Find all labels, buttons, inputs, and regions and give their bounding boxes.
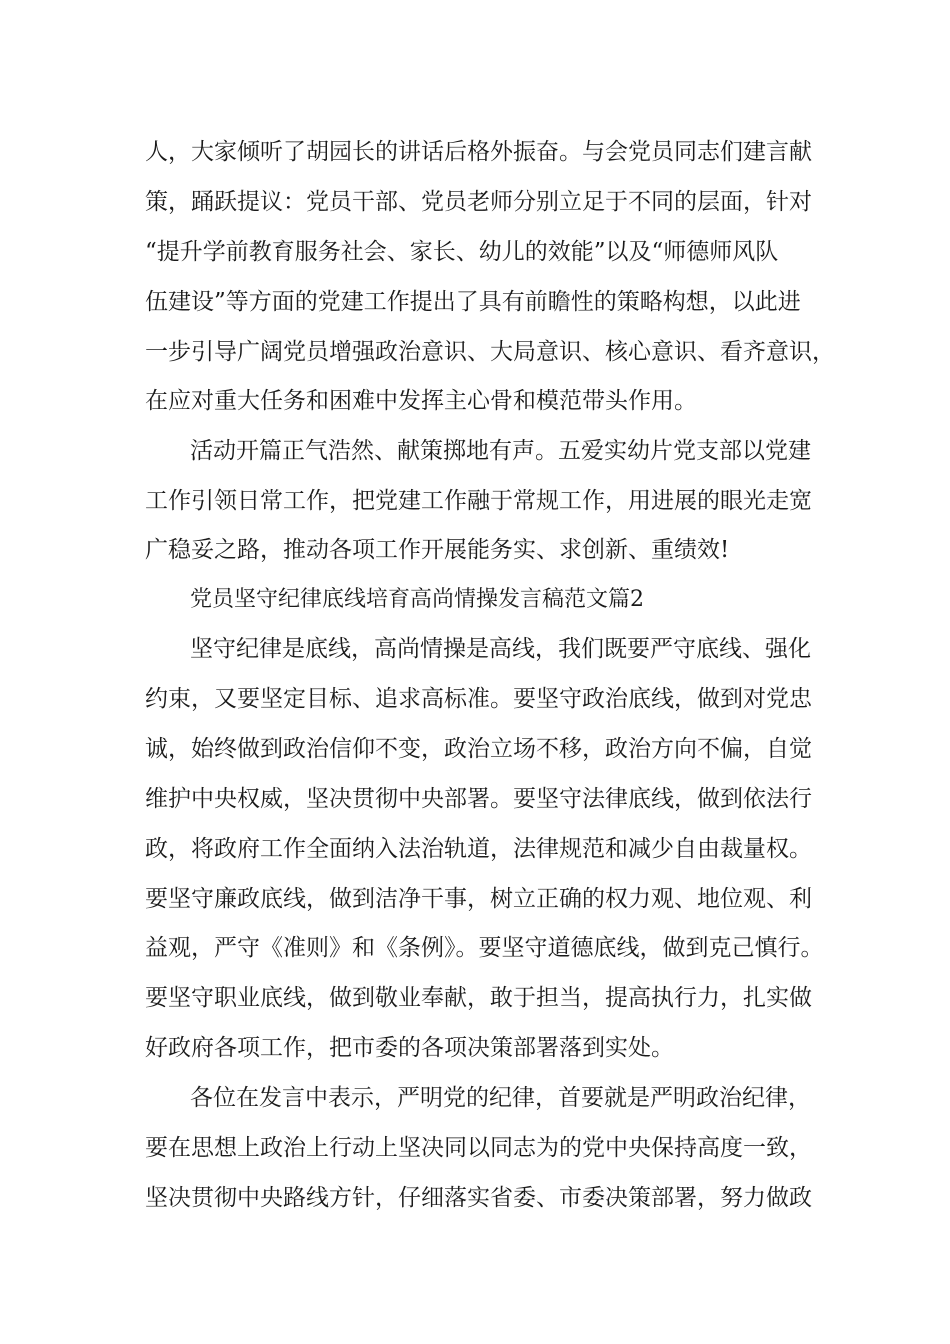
paragraph-3-line-3: 诚，始终做到政治信仰不变，政治立场不移，政治方向不偏，自觉 — [145, 736, 812, 762]
section-heading: 党员坚守纪律底线培育高尚情操发言稿范文篇2 — [190, 587, 644, 612]
paragraph-4-line-2: 要在思想上政治上行动上坚决同以同志为的党中央保持高度一致， — [145, 1135, 812, 1161]
paragraph-1-line-5: 一步引导广阔党员增强政治意识、大局意识、核心意识、看齐意识， — [145, 339, 835, 365]
paragraph-3-line-4: 维护中央权威，坚决贯彻中央部署。要坚守法律底线，做到依法行 — [145, 786, 812, 812]
paragraph-1-line-1: 人，大家倾听了胡园长的讲话后格外振奋。与会党员同志们建言献 — [145, 139, 812, 165]
paragraph-4-line-3: 坚决贯彻中央路线方针，仔细落实省委、市委决策部署，努力做政 — [145, 1185, 812, 1211]
paragraph-3-line-1: 坚守纪律是底线，高尚情操是高线，我们既要严守底线、强化 — [190, 636, 811, 662]
paragraph-2-line-3: 广稳妥之路，推动各项工作开展能务实、求创新、重绩效! — [145, 537, 730, 563]
paragraph-3-line-2: 约束，又要坚定目标、追求高标准。要坚守政治底线，做到对党忠 — [145, 686, 812, 712]
paragraph-1-line-3: “提升学前教育服务社会、家长、幼儿的效能”以及“师德师风队 — [145, 239, 779, 265]
paragraph-1-line-2: 策，踊跃提议：党员干部、党员老师分别立足于不同的层面，针对 — [145, 189, 812, 215]
paragraph-1-line-4: 伍建设”等方面的党建工作提出了具有前瞻性的策略构想，以此进 — [145, 289, 801, 315]
paragraph-2-line-1: 活动开篇正气浩然、献策掷地有声。五爱实幼片党支部以党建 — [190, 438, 811, 464]
paragraph-3-line-7: 益观，严守《准则》和《条例》。要坚守道德底线，做到克己慎行。 — [145, 935, 824, 961]
paragraph-1-line-6: 在应对重大任务和困难中发挥主心骨和模范带头作用。 — [145, 388, 697, 414]
paragraph-4-line-1: 各位在发言中表示，严明党的纪律，首要就是严明政治纪律， — [190, 1085, 811, 1111]
paragraph-3-line-8: 要坚守职业底线，做到敬业奉献，敢于担当，提高执行力，扎实做 — [145, 985, 812, 1011]
paragraph-3-line-6: 要坚守廉政底线，做到洁净干事，树立正确的权力观、地位观、利 — [145, 886, 812, 912]
paragraph-3-line-5: 政，将政府工作全面纳入法治轨道，法律规范和减少自由裁量权。 — [145, 836, 812, 862]
paragraph-3-line-9: 好政府各项工作，把市委的各项决策部署落到实处。 — [145, 1035, 674, 1061]
paragraph-2-line-2: 工作引领日常工作，把党建工作融于常规工作，用进展的眼光走宽 — [145, 488, 812, 514]
